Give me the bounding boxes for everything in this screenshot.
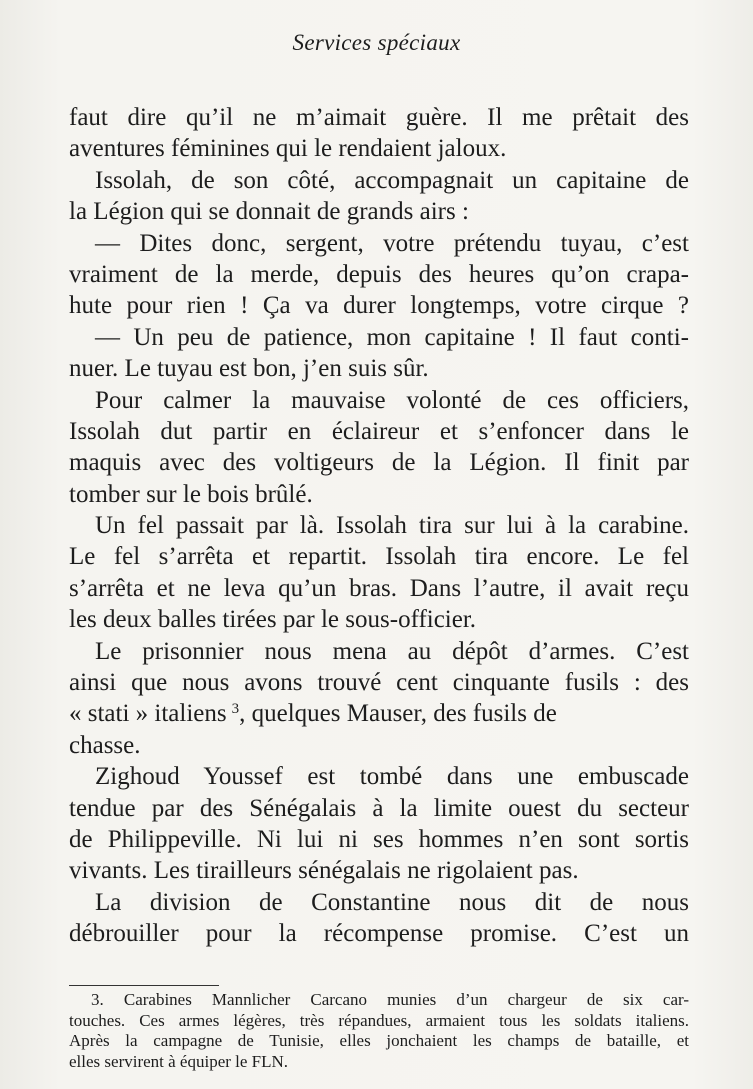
text-line: Le fel s’arrêta et repartit. Issolah tira encore. Le fel — [69, 543, 689, 571]
text-line: les deux balles tirées par le sous-officier. — [69, 606, 477, 634]
text-line: faut dire qu’il ne m’aimait guère. Il me prêtait des — [69, 104, 689, 131]
body-text — [69, 102, 689, 950]
text-line: s’arrêta et ne leva qu’un bras. Dans l’autre, il avait reçu — [69, 574, 689, 602]
text-line: — Un peu de patience, mon capitaine ! Il faut conti- — [95, 323, 689, 351]
footnote-rule — [69, 985, 219, 986]
text-line: la Légion qui se donnait de grands airs : — [69, 198, 469, 226]
footnote — [69, 990, 689, 1072]
text-line: — Dites donc, sergent, votre prétendu tuyau, c’est — [95, 229, 689, 257]
text-fragment: , quelques Mauser, des fusils de — [239, 700, 557, 728]
text-line: chasse. — [69, 731, 141, 759]
text-line: ainsi que nous avons trouvé cent cinquante fusils : des — [69, 669, 689, 697]
text-line: maquis avec des voltigeurs de la Légion. Il finit par — [69, 449, 689, 477]
text-line: tomber sur le bois brûlé. — [69, 480, 313, 508]
text-line: Pour calmer la mauvaise volonté de ces officiers, — [95, 386, 689, 414]
text-line: Issolah dut partir en éclaireur et s’enfoncer dans le — [69, 417, 689, 445]
text-line: Le prisonnier nous mena au dépôt d’armes. C’est — [95, 637, 689, 665]
footnote-line: Après la campagne de Tunisie, elles jonchaient les champs de bataille, et — [69, 1031, 689, 1051]
text-line: vraiment de la merde, depuis des heures qu’on crapa- — [69, 260, 689, 288]
footnote-reference: 3 — [231, 701, 240, 718]
text-line: nuer. Le tuyau est bon, j’en suis sûr. — [69, 355, 429, 383]
running-header: Services spéciaux — [292, 30, 461, 55]
text-line: aventures féminines qui le rendaient jaloux. — [69, 135, 507, 163]
text-line — [69, 698, 689, 729]
text-line: La division de Constantine nous dit de nous — [95, 888, 689, 916]
text-line: hute pour rien ! Ça va durer longtemps, votre cirque ? — [69, 292, 689, 320]
text-line: vivants. Les tirailleurs sénégalais ne rigolaient pas. — [69, 857, 579, 885]
text-line: débrouiller pour la récompense promise. C’est un — [69, 920, 689, 948]
footnote-line: touches. Ces armes légères, très répandues, armaient tous les soldats italiens. — [69, 1010, 689, 1030]
text-fragment: « stati » italiens — [69, 700, 227, 728]
text-line: tendue par des Sénégalais à la limite ouest du secteur — [69, 794, 689, 822]
footnote-line: 3. Carabines Mannlicher Carcano munies d’un chargeur de six car- — [91, 990, 689, 1009]
text-line: Un fel passait par là. Issolah tira sur lui à la carabine. — [95, 512, 689, 540]
text-line: Issolah, de son côté, accompagnait un capitaine de — [95, 166, 689, 194]
text-line: de Philippeville. Ni lui ni ses hommes n’en sont sortis — [69, 825, 689, 853]
footnote-line: elles servirent à équiper le FLN. — [69, 1051, 289, 1071]
text-line: Zighoud Youssef est tombé dans une embuscade — [95, 763, 689, 791]
